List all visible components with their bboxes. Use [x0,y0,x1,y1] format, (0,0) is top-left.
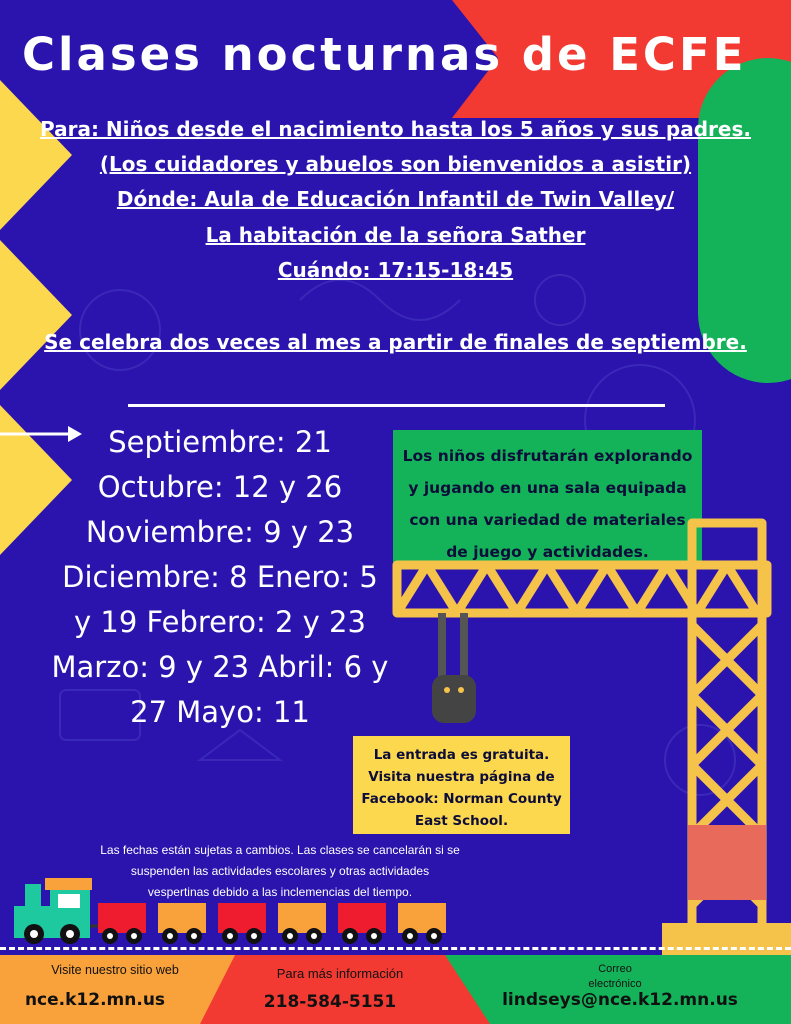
date-line: Septiembre: 21 [108,425,332,459]
footer-dashed-line [0,947,791,950]
info-line-where: Dónde: Aula de Educación Infantil de Twin Valley/ [116,187,675,211]
free-entry-box [353,736,570,834]
disclaimer-note: Las fechas están sujetas a cambios. Las clases se cancelarán si se suspenden las actividades escolares y otras actividades vespertinas debido a las inclemencias del tiempo. [100,843,460,899]
date-line: 27 Mayo: 11 [130,695,310,729]
date-line: Octubre: 12 y 26 [97,470,343,504]
toy-train-illustration [10,876,452,946]
info-line-when: Cuándo: 17:15-18:45 [277,258,514,282]
activity-description-text: Los niños disfrutarán explorando y jugando en una sala equipada con una variedad de materiales de juego y actividades. [402,447,693,561]
footer-phone-number[interactable]: 218-584-5151 [263,992,397,1012]
info-line-caregivers: (Los cuidadores y abuelos son bienvenidos a asistir) [99,152,692,176]
footer-email-link[interactable]: lindseys@nce.k12.mn.us [502,990,738,1010]
date-line: Noviembre: 9 y 23 [85,515,355,549]
free-entry-text: La entrada es gratuita. Visita nuestra página de Facebook: Norman County East School. [361,747,562,829]
info-line-room: La habitación de la señora Sather [205,223,586,247]
divider [128,404,665,407]
date-line: y 19 Febrero: 2 y 23 [74,605,366,639]
footer-phone-label: Para más información [276,966,404,981]
footer-email-label-1: Correo [598,963,632,975]
date-line: Diciembre: 8 Enero: 5 [62,560,378,594]
footer-email-label-2: electrónico [588,978,642,990]
footer-web-link[interactable]: nce.k12.mn.us [24,990,166,1010]
page-title: Clases nocturnas de ECFE [22,28,747,81]
info-line-audience: Para: Niños desde el nacimiento hasta los 5 años y sus padres. [39,117,751,141]
footer-web-label: Visite nuestro sitio web [51,963,179,977]
dates-list [40,420,400,735]
info-line-frequency: Se celebra dos veces al mes a partir de finales de septiembre. [44,330,747,354]
date-line: Marzo: 9 y 23 Abril: 6 y [51,650,389,684]
